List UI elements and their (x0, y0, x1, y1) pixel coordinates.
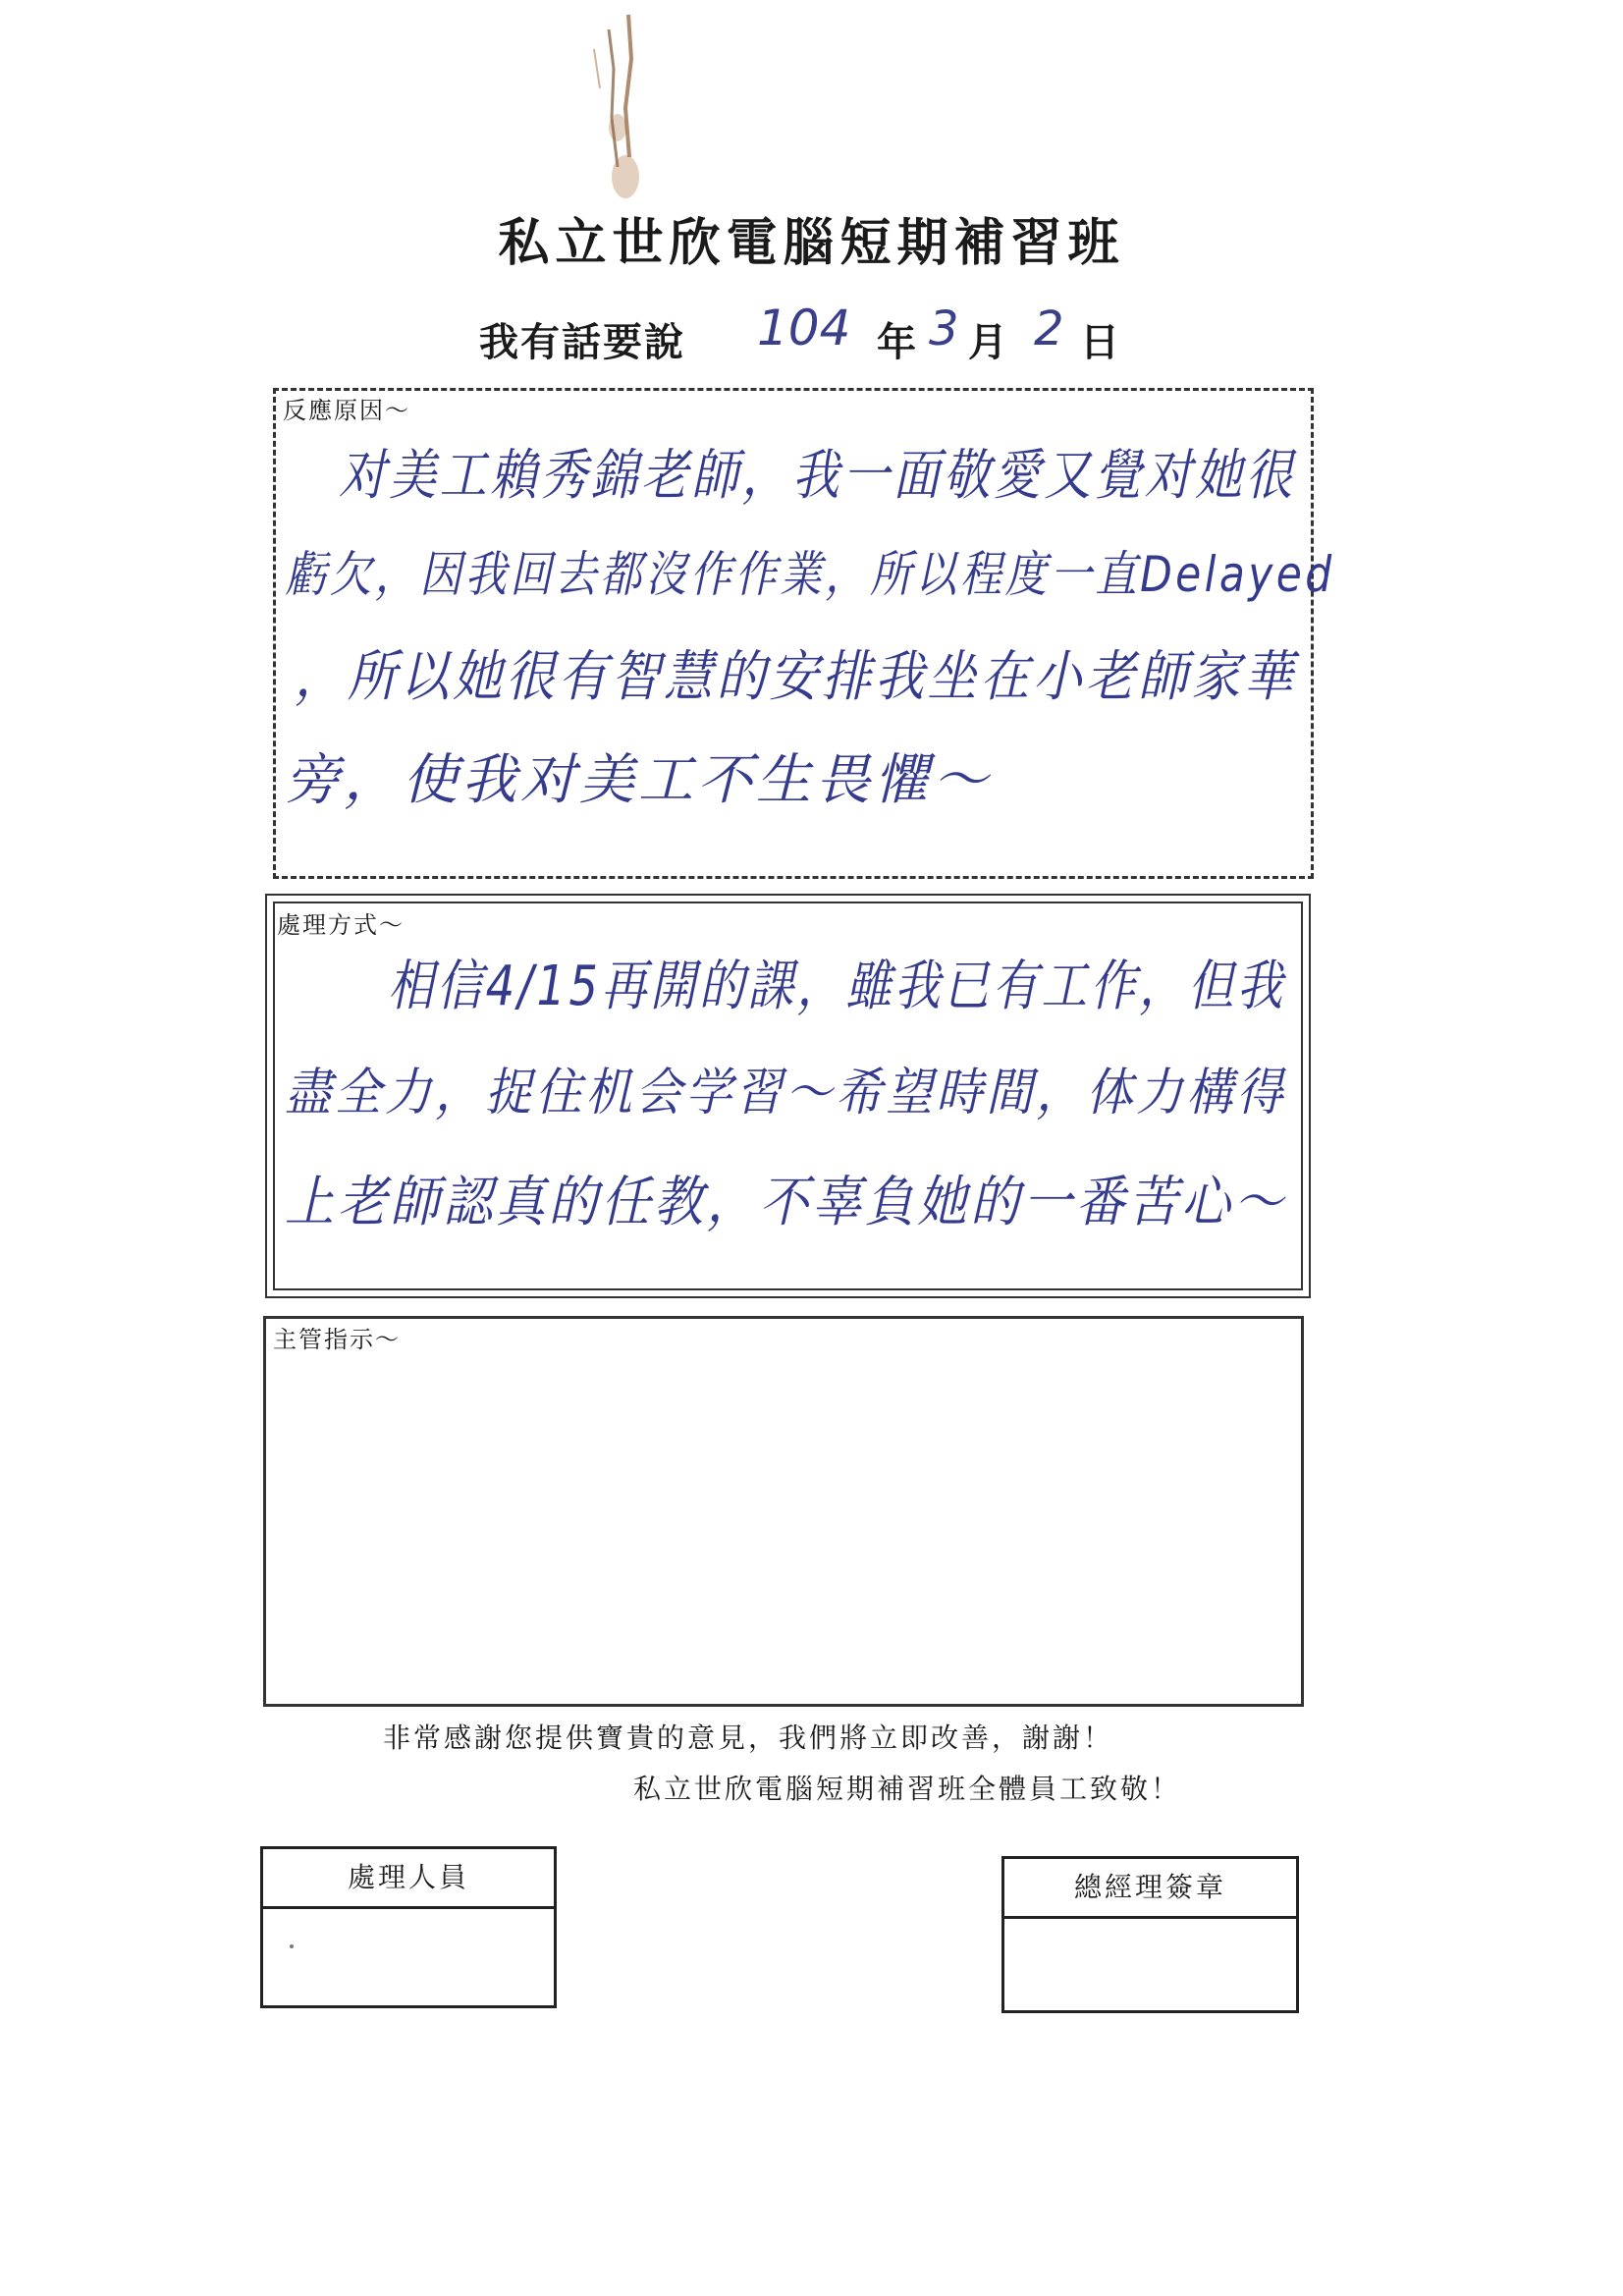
thanks-message: 非常感謝您提供寶貴的意見，我們將立即改善，謝謝！ (383, 1722, 1114, 1754)
reason-line-2: 虧欠，因我回去都沒作作業，所以程度一直Delayed (285, 546, 1335, 603)
date-day-value: 2 (1034, 301, 1064, 356)
date-month-label: 月 (968, 319, 1009, 365)
form-header-row (479, 300, 1265, 368)
handler-label: 處理人員 (263, 1849, 554, 1909)
handler-signature-box (260, 1846, 557, 2008)
date-year-value: 104 (757, 300, 851, 356)
date-year-label: 年 (877, 319, 918, 365)
handling-label: 處理方式～ (277, 911, 405, 939)
reason-line-1: 对美工賴秀錦老師，我一面敬愛又覺对她很 (339, 444, 1296, 508)
reason-line-4: 旁，使我对美工不生畏懼～ (285, 748, 992, 812)
signoff-message: 私立世欣電腦短期補習班全體員工致敬！ (633, 1773, 1182, 1805)
ink-stain-mark (574, 10, 663, 206)
reason-line-3: ，所以她很有智慧的安排我坐在小老師家華 (295, 645, 1297, 709)
supervisor-label: 主管指示～ (273, 1326, 401, 1353)
form-name: 我有話要說 (479, 319, 685, 365)
stray-mark (290, 1944, 294, 1948)
date-day-label: 日 (1080, 319, 1121, 365)
manager-signature-box (1001, 1856, 1299, 2013)
handling-line-3: 上老師認真的任教，不辜負她的一番苦心～ (285, 1171, 1287, 1234)
manager-label: 總經理簽章 (1004, 1859, 1296, 1919)
supervisor-section (263, 1316, 1304, 1707)
handling-line-2: 盡全力，捉住机会学習～希望時間，体力構得 (285, 1064, 1287, 1122)
date-month-value: 3 (929, 301, 959, 356)
handling-line-1: 相信4/15再開的課，雖我已有工作，但我 (388, 955, 1286, 1018)
document-title: 私立世欣電腦短期補習班 (498, 213, 1125, 273)
reason-label: 反應原因～ (283, 397, 410, 424)
